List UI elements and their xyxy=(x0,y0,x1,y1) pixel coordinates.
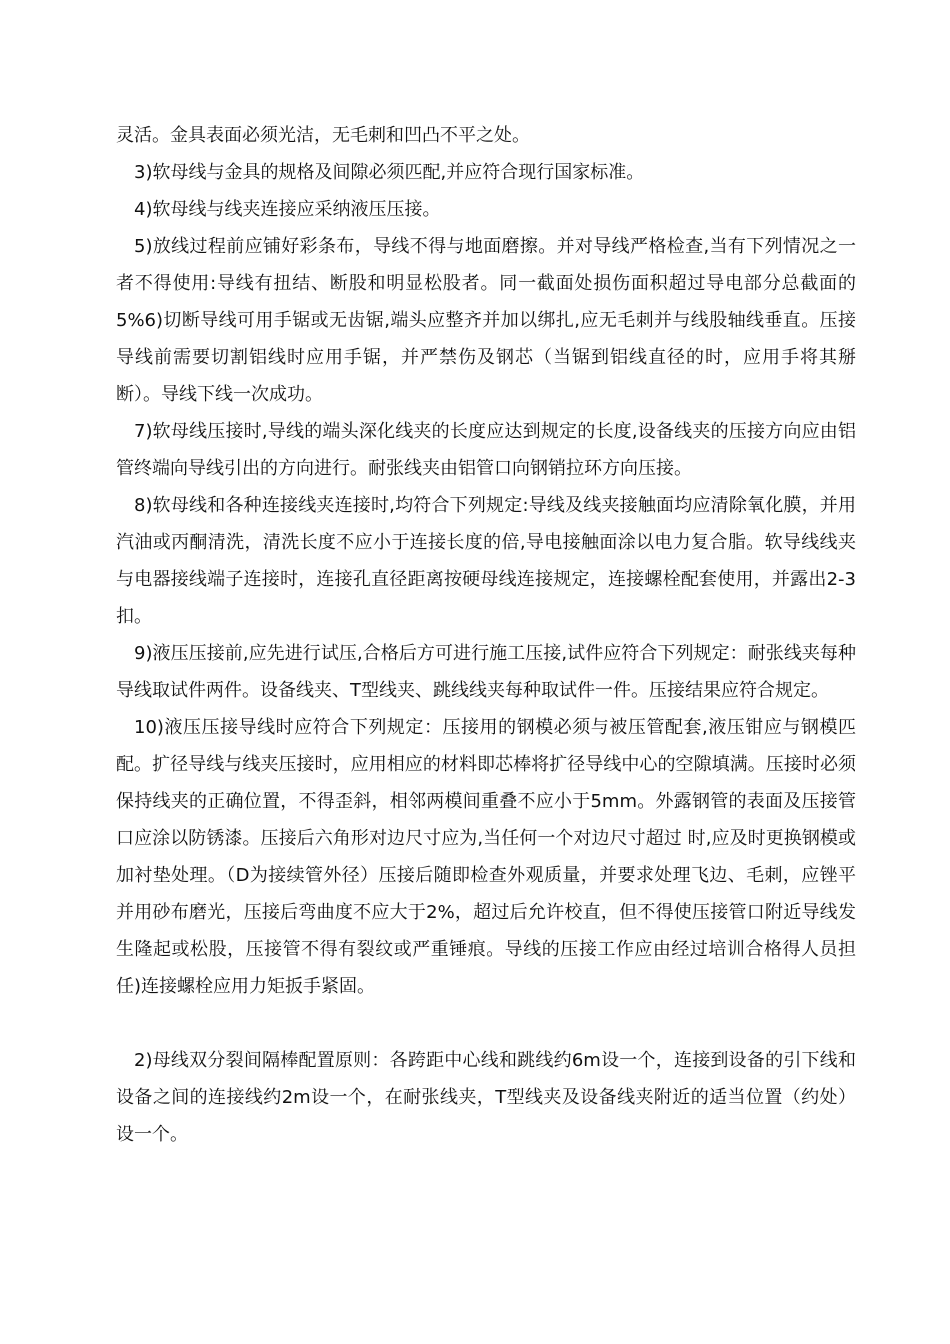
paragraph-item-9: 9)液压压接前,应先进行试压,合格后方可进行施工压接,试件应符合下列规定：耐张线夹每种导线取试件两件。设备线夹、T型线夹、跳线线夹每种取试件一件。压接结果应符合规定。 xyxy=(116,643,856,701)
paragraph-spacer-rule: 2)母线双分裂间隔棒配置原则：各跨距中心线和跳线约6m设一个，连接到设备的引下线和设备之间的连接线约2m设一个，在耐张线夹，T型线夹及设备线夹附近的适当位置（约处）设一个。 xyxy=(116,1050,856,1145)
document-body xyxy=(116,117,856,1153)
paragraph-continuation: 灵活。金具表面必须光洁，无毛刺和凹凸不平之处。 xyxy=(116,125,530,146)
paragraph-item-8: 8)软母线和各种连接线夹连接时,均符合下列规定:导线及线夹接触面均应清除氧化膜，并用汽油或丙酮清洗，清洗长度不应小于连接长度的倍,导电接触面涂以电力复合脂。软导线线夹与电器接线端子连接时，连接孔直径距离按硬母线连接规定，连接螺栓配套使用，并露出2-3扣。 xyxy=(116,495,856,627)
paragraph-item-4: 4)软母线与线夹连接应采纳液压压接。 xyxy=(134,199,441,220)
paragraph-item-7: 7)软母线压接时,导线的端头深化线夹的长度应达到规定的长度,设备线夹的压接方向应由铝管终端向导线引出的方向进行。耐张线夹由铝管口向钢销拉环方向压接。 xyxy=(116,421,856,479)
paragraph-item-10: 10)液压压接导线时应符合下列规定：压接用的钢模必须与被压管配套,液压钳应与钢模匹配。扩径导线与线夹压接时，应用相应的材料即芯棒将扩径导线中心的空隙填满。压接时必须保持线夹的正确位置，不得歪斜，相邻两模间重叠不应小于5mm。外露钢管的表面及压接管口应涂以防锈漆。压接后六角形对边尺寸应为,当任何一个对边尺寸超过 时,应及时更换钢模或加衬垫处理。（D为接续管外径）压接后随即检查外观质量，并要求处理飞边、毛刺，应锉平并用砂布磨光，压接后弯曲度不应大于2%，超过后允许校直，但不得使压接管口附近导线发生隆起或松股，压接管不得有裂纹或严重锤痕。导线的压接工作应由经过培训合格得人员担任)连接螺栓应用力矩扳手紧固。 xyxy=(116,717,856,997)
paragraph-gap xyxy=(116,1005,856,1042)
paragraph-item-5: 5)放线过程前应铺好彩条布，导线不得与地面磨擦。并对导线严格检查,当有下列情况之一者不得使用:导线有扭结、断股和明显松股者。同一截面处损伤面积超过导电部分总截面的5%6)切断导线可用手锯或无齿锯,端头应整齐并加以绑扎,应无毛刺并与线股轴线垂直。压接导线前需要切割铝线时应用手锯，并严禁伤及钢芯（当锯到铝线直径的时，应用手将其掰断）。导线下线一次成功。 xyxy=(116,236,856,405)
paragraph-item-3: 3)软母线与金具的规格及间隙必须匹配,并应符合现行国家标准。 xyxy=(134,162,645,183)
